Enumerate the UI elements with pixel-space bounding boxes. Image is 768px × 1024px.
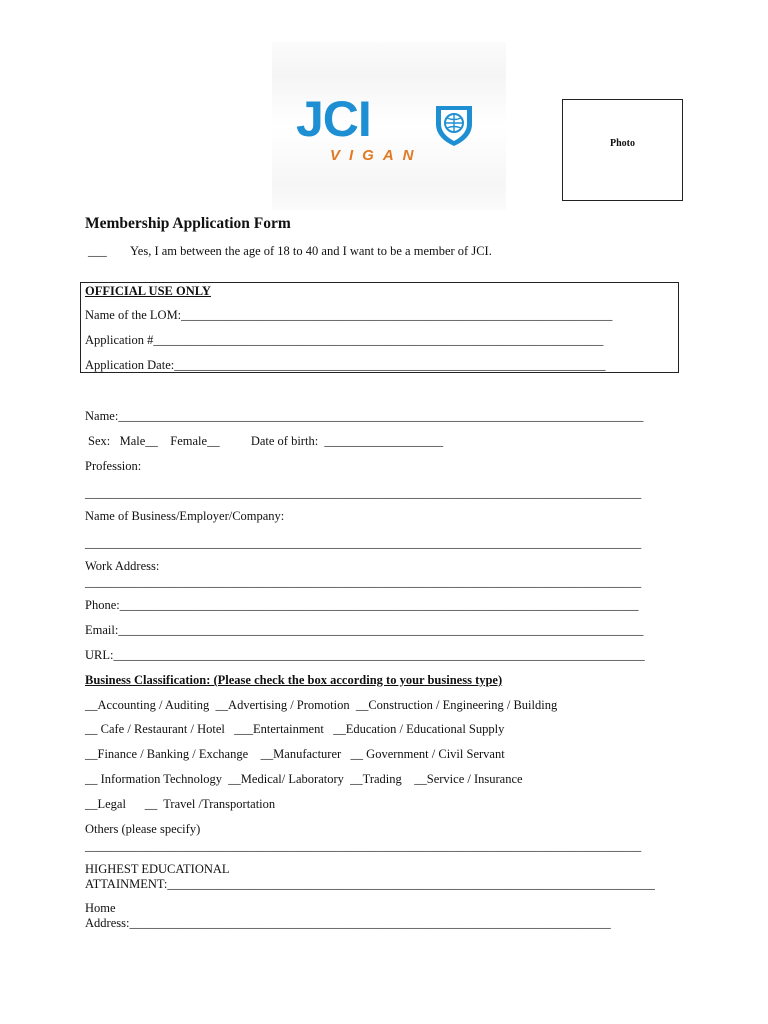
classification-row-5[interactable]: __Legal __ Travel /Transportation xyxy=(85,797,276,811)
photo-placeholder xyxy=(562,99,683,201)
classification-row-4[interactable]: __ Information Technology __Medical/ Laboratory __Trading __Service / Insurance xyxy=(85,772,523,786)
education-label: HIGHEST EDUCATIONAL xyxy=(85,862,230,876)
lom-field: Name of the LOM:_____________________________________________________________________ xyxy=(85,308,613,322)
name-field[interactable]: Name:____________________________________________________________________________________ xyxy=(85,409,644,423)
home-address-field[interactable]: Address:_____________________________________________________________________________ xyxy=(85,916,611,930)
business-input-line[interactable]: _________________________________________________________________________________________ xyxy=(85,536,642,550)
phone-field[interactable]: Phone:___________________________________________________________________________________ xyxy=(85,598,639,612)
application-number-field: Application #________________________________________________________________________ xyxy=(85,333,604,347)
others-input-line[interactable]: _________________________________________________________________________________________ xyxy=(85,839,642,853)
official-use-heading: OFFICIAL USE ONLY xyxy=(85,284,211,298)
email-field[interactable]: Email:____________________________________________________________________________________ xyxy=(85,623,644,637)
work-address-input-line[interactable]: _________________________________________________________________________________________ xyxy=(85,575,642,589)
classification-row-3[interactable]: __Finance / Banking / Exchange __Manufacturer __ Government / Civil Servant xyxy=(85,747,505,761)
education-field[interactable]: ATTAINMENT:______________________________________________________________________________ xyxy=(85,877,655,891)
globe-shield-icon xyxy=(430,100,478,148)
sex-dob-field[interactable]: Sex: Male__ Female__ Date of birth: ___________________ xyxy=(88,434,444,448)
classification-heading: Business Classification: (Please check the box according to your business type) xyxy=(85,673,503,687)
home-label: Home xyxy=(85,901,116,915)
profession-input-line[interactable]: _________________________________________________________________________________________ xyxy=(85,486,642,500)
application-date-field: Application Date:_____________________________________________________________________ xyxy=(85,358,606,372)
profession-label: Profession: xyxy=(85,459,142,473)
photo-label: Photo xyxy=(610,138,635,149)
others-label: Others (please specify) xyxy=(85,822,201,836)
logo-wordmark: JCI xyxy=(296,91,371,147)
age-confirm-text: Yes, I am between the age of 18 to 40 and I want to be a member of JCI. xyxy=(130,244,492,258)
classification-row-1[interactable]: __Accounting / Auditing __Advertising / Promotion __Construction / Engineering / Building xyxy=(85,698,558,712)
form-title: Membership Application Form xyxy=(85,215,291,232)
url-field[interactable]: URL:_____________________________________________________________________________________ xyxy=(85,648,645,662)
business-label: Name of Business/Employer/Company: xyxy=(85,509,285,523)
jci-vigan-logo xyxy=(272,42,506,210)
logo-chapter-name: VIGAN xyxy=(330,147,423,164)
classification-row-2[interactable]: __ Cafe / Restaurant / Hotel ___Entertainment __Education / Educational Supply xyxy=(85,722,505,736)
work-address-label: Work Address: xyxy=(85,559,160,573)
age-confirm-blank[interactable]: ___ xyxy=(88,244,107,258)
